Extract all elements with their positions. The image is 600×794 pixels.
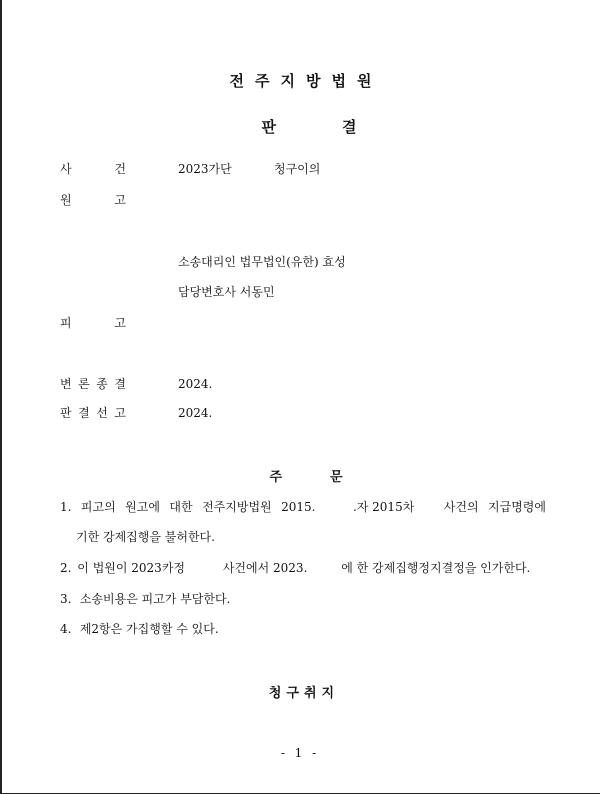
claim-heading: 청구취지 — [268, 686, 340, 701]
order-item-1: 1. 피고의 원고에 대한 전주지방법원 2015. .자 2015차 사건의 지급명령에 — [60, 500, 546, 514]
plaintiff-label: 원 고 — [60, 193, 126, 207]
order-heading: 주문 — [269, 470, 391, 485]
court-title: 전주지방법원 — [229, 72, 383, 90]
judgment-date: 2024. — [178, 406, 213, 420]
order-item-2: 2. 이 법원이 2023카정 사건에서 2023. 에 한 강제집행정지결정을 인가한다. — [60, 561, 531, 575]
order-item-number: 1. — [60, 500, 72, 514]
judgment-label: 판 결 선 고 — [60, 406, 126, 420]
case-name: 청구이의 — [274, 162, 321, 176]
order-item-number: 2. — [60, 561, 72, 575]
case-number: 2023가단 — [178, 162, 232, 176]
defendant-label: 피 고 — [60, 316, 126, 330]
order-item-1-continued: 기한 강제집행을 불허한다. — [76, 530, 215, 544]
case-label: 사 건 — [60, 162, 126, 176]
page-number: - 1 - — [280, 746, 320, 760]
order-item-4: 4. 제2항은 가집행할 수 있다. — [60, 622, 219, 636]
order-item-number: 4. — [60, 622, 72, 636]
document-type: 판결 — [261, 118, 423, 136]
order-item-3: 3. 소송비용은 피고가 부담한다. — [60, 592, 231, 606]
order-item-number: 3. — [60, 592, 72, 606]
closing-date: 2024. — [178, 377, 213, 391]
closing-label: 변 론 종 결 — [60, 377, 126, 391]
